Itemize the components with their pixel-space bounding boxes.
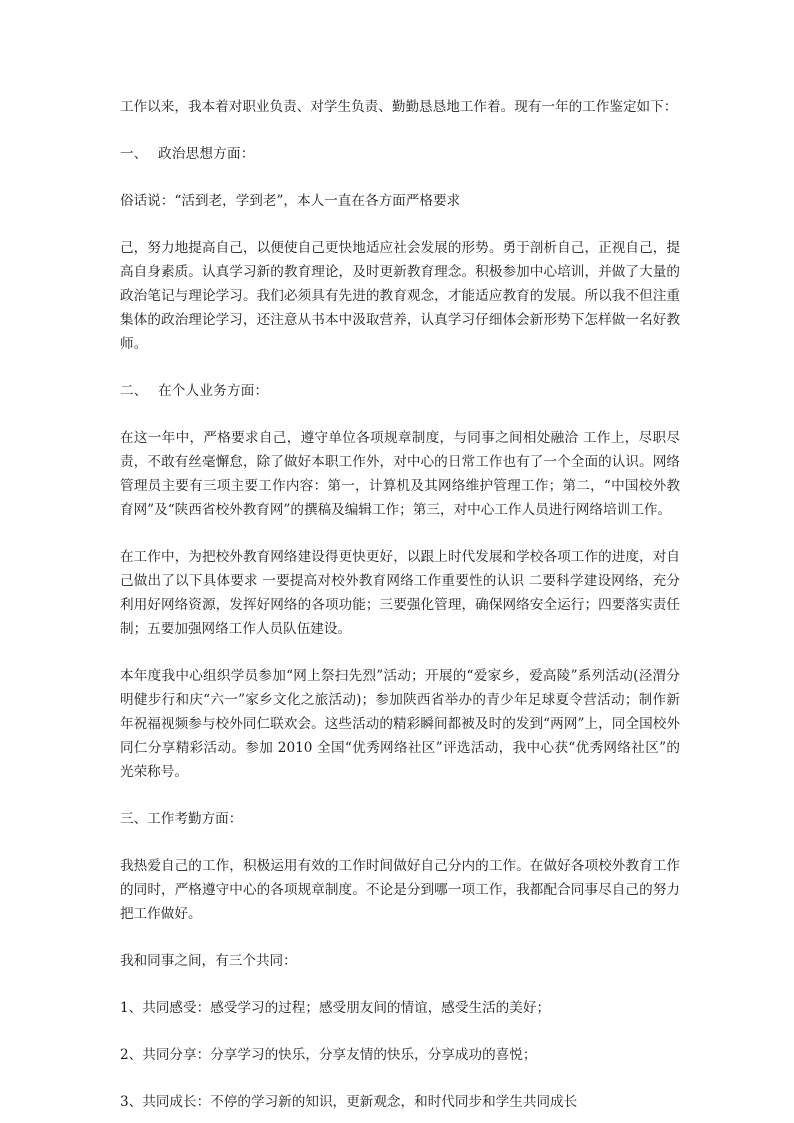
list-item: 3、共同成长：不停的学习新的知识，更新观念，和时代同步和学生共同成长: [120, 1094, 578, 1110]
section-1-number: 一、: [120, 146, 148, 162]
section-3-paragraph: 我热爱自己的工作，积极运用有效的工作时间做好自己分内的工作。在做好各项校外教育工作的同时，严格遵守中心的各项规章制度。不论是分到哪一项工作，我都配合同事尽自己的努力把工作做好。: [120, 858, 680, 922]
section-1-paragraph: 己，努力地提高自己，以便使自己更快地适应社会发展的形势。勇于剖析自己，正视自己，提高自身素质。认真学习新的教育理论，及时更新教育理念。积极参加中心培训，并做了大量的政治笔记与理论学习。我们必须具有先进的教育观念，才能适应教育的发展。所以我不但注重集体的政治理论学习，还注意从书本中汲取营养，认真学习仔细体会新形势下怎样做一名好教师。: [120, 240, 680, 352]
section-2-number: 二、: [120, 383, 148, 399]
document-page: [120, 95, 680, 1114]
section-2-paragraph-1: 在这一年中，严格要求自己，遵守单位各项规章制度，与同事之间相处融洽 工作上，尽职尽责，不敢有丝毫懈怠，除了做好本职工作外，对中心的日常工作也有了一个全面的认识。网络管理员主要有三项主要工作内容：第一，计算机及其网络维护管理工作；第二，“中国校外教育网”及“陕西省校外教育网”的撰稿及编辑工作；第三，对中心工作人员进行网络培训工作。: [120, 430, 680, 518]
section-1-heading: [120, 142, 680, 166]
commons-intro: 我和同事之间，有三个共同：: [120, 953, 297, 969]
section-1-line: 俗话说：“活到老，学到老”，本人一直在各方面严格要求: [120, 193, 461, 209]
section-2-paragraph-2: 在工作中，为把校外教育网络建设得更快更好，以跟上时代发展和学校各项工作的进度，对自己做出了以下具体要求 一要提高对校外教育网络工作重要性的认识 二要科学建设网络，充分利用好网络资源，发挥好网络的各项功能；三要强化管理，确保网络安全运行；四要落实责任制；五要加强网络工作人员队伍建设。: [120, 549, 680, 637]
section-2-title: 在个人业务方面：: [158, 383, 269, 399]
section-1-title: 政治思想方面：: [158, 146, 255, 162]
list-item: 1、共同感受：感受学习的过程；感受朋友间的情谊，感受生活的美好；: [120, 1000, 551, 1016]
list-item: 2、共同分享：分享学习的快乐，分享友情的快乐，分享成功的喜悦；: [120, 1047, 537, 1063]
intro-paragraph: 工作以来，我本着对职业负责、对学生负责、勤勤恳恳地工作着。现有一年的工作鉴定如下：: [120, 99, 678, 115]
section-3-heading: 三、工作考勤方面：: [120, 811, 243, 827]
section-2-paragraph-3: 本年度我中心组织学员参加“网上祭扫先烈”活动；开展的“爱家乡，爱高陵”系列活动(泾渭分明健步行和庆“六一”家乡文化之旅活动)；参加陕西省举办的青少年足球夏令营活动；制作新年祝福视频参与校外同仁联欢会。这些活动的精彩瞬间都被及时的发到“两网”上，同全国校外同仁分享精彩活动。参加 2010 全国“优秀网络社区”评选活动，我中心获“优秀网络社区”的光荣称号。: [120, 668, 680, 780]
section-2-heading: [120, 379, 680, 403]
